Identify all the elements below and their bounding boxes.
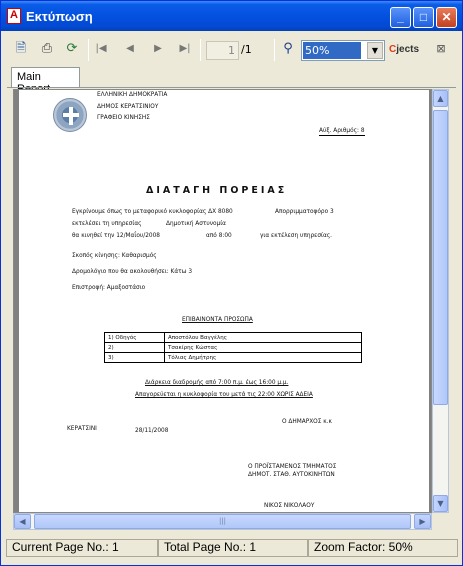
header-line1: ΕΛΛΗΝΙΚΗ ΔΗΜΟΚΡΑΤΙΑ	[97, 92, 168, 98]
minimize-button[interactable]: _	[390, 7, 411, 28]
tab-divider	[7, 87, 456, 88]
toolbar-separator	[88, 39, 89, 61]
report-viewport[interactable]	[13, 89, 432, 513]
place-label: ΚΕΡΑΤΣΙΝΙ	[67, 426, 97, 432]
scroll-right-icon[interactable]: ▶	[414, 514, 431, 529]
toolbar-separator	[274, 39, 275, 61]
mayor-label: Ο ΔΗΜΑΡΧΟΣ κ.κ	[282, 419, 332, 425]
status-current-page: Current Page No.: 1	[6, 539, 158, 557]
horizontal-scroll-thumb[interactable]: |||	[34, 514, 411, 529]
status-zoom: Zoom Factor: 50%	[308, 539, 458, 557]
scroll-corner	[432, 513, 449, 530]
order-time: από 8:00	[206, 233, 232, 239]
tab-main-report[interactable]: Main	[11, 67, 80, 88]
close-button[interactable]: ✕	[436, 7, 457, 28]
report-title: ΔΙΑΤΑΓΗ ΠΟΡΕΙΑΣ	[146, 185, 288, 196]
table-row	[105, 353, 362, 363]
last-page-icon[interactable]: ▶|	[179, 43, 191, 54]
chevron-down-icon[interactable]: ▼	[367, 42, 383, 59]
next-page-icon[interactable]: ▶	[154, 43, 162, 54]
head-title-1: Ο ΠΡΟΪΣΤΑΜΕΝΟΣ ΤΜΗΜΑΤΟΣ	[248, 464, 337, 470]
zoom-select[interactable]	[301, 40, 385, 61]
title-bar[interactable]	[1, 1, 462, 31]
crew-role: 3)	[105, 353, 165, 363]
crystal-logo: Cjects	[389, 44, 420, 55]
route-line: Δρομολόγιο που θα ακολουθήσει: Κάτω 3	[72, 269, 193, 275]
report-toolbar	[4, 34, 459, 66]
ref-number: Αύξ. Αριθμός: 8	[319, 128, 365, 134]
crew-role: 1) Οδηγός	[105, 333, 165, 343]
header-line2: ΔΗΜΟΣ ΚΕΡΑΤΣΙΝΙΟΥ	[97, 104, 159, 110]
status-total-page: Total Page No.: 1	[158, 539, 308, 557]
app-icon: A	[7, 8, 21, 24]
search-icon[interactable]: ⚲	[283, 41, 293, 56]
print-icon[interactable]: ⎙	[41, 41, 53, 56]
duration-line: Διάρκεια διαδρομής από 7:00 π.μ. έως 16:00 μ.μ.	[145, 380, 289, 386]
zoom-value: 50%	[303, 42, 361, 59]
toolbar-separator	[200, 39, 201, 61]
order-service: Δημοτική Αστυνομία	[166, 221, 226, 227]
return-line: Επιστροφή: Αμαξοστάσιο	[72, 285, 146, 291]
emblem-icon	[53, 98, 87, 132]
close-icon[interactable]: ⊠	[436, 42, 446, 55]
first-page-icon[interactable]: |◀	[95, 43, 107, 54]
table-row	[105, 333, 362, 343]
table-row	[105, 343, 362, 353]
order-text-3: για εκτέλεση υπηρεσίας.	[260, 233, 333, 239]
export-icon[interactable]: 🗎	[15, 41, 27, 56]
scroll-up-icon[interactable]: ▲	[433, 90, 448, 107]
status-bar	[4, 537, 459, 559]
vertical-scroll-thumb[interactable]	[433, 110, 448, 405]
vertical-scrollbar[interactable]	[432, 89, 449, 513]
purpose-line: Σκοπός κίνησης: Καθαρισμός	[72, 253, 157, 259]
scroll-left-icon[interactable]: ◀	[14, 514, 31, 529]
report-page	[19, 90, 429, 513]
crew-name: Τόλιας Δημήτρης	[165, 353, 362, 363]
total-pages-label: /1	[241, 43, 252, 56]
order-text-2: εκτελέσει τη υπηρεσίας	[72, 221, 142, 227]
horizontal-scrollbar[interactable]	[13, 513, 432, 530]
header-line3: ΓΡΑΦΕΙΟ ΚΙΝΗΣΗΣ	[97, 115, 150, 121]
crew-name: Τσακίρης Κώστας	[165, 343, 362, 353]
order-date: θα κινηθεί την 12/Μαΐου/2008	[72, 233, 160, 239]
order-text-1: Εγκρίνουμε όπως το μεταφορικό κυκλοφορίας ΔΧ 8080	[72, 209, 233, 215]
date-label: 28/11/2008	[135, 428, 169, 434]
refresh-icon[interactable]: ⟳	[66, 41, 78, 56]
crew-name: Αποστόλου Βαγγέλης	[165, 333, 362, 343]
crew-table	[104, 332, 362, 363]
order-vehicle-type: Απορριμματοφόρο 3	[275, 209, 334, 215]
window-title: Εκτύπωση	[26, 9, 93, 24]
maximize-button[interactable]: □	[413, 7, 434, 28]
scroll-down-icon[interactable]: ▼	[433, 495, 448, 512]
crew-role: 2)	[105, 343, 165, 353]
page-number-input[interactable]: 1	[206, 41, 239, 60]
prohibition-line: Απαγορεύεται η κυκλοφορία του μετά τις 22:00 ΧΩΡΙΣ ΑΔΕΙΑ	[135, 392, 313, 398]
head-title-2: ΔΗΜΟΤ. ΣΤΑΘ. ΑΥΤΟΚΙΝΗΤΩΝ	[248, 472, 335, 478]
crew-title: ΕΠΙΒΑΙΝΟΝΤΑ ΠΡΟΣΩΠΑ	[182, 317, 253, 323]
prev-page-icon[interactable]: ◀	[126, 43, 134, 54]
signer-name: ΝΙΚΟΣ ΝΙΚΟΛΑΟΥ	[264, 503, 315, 509]
